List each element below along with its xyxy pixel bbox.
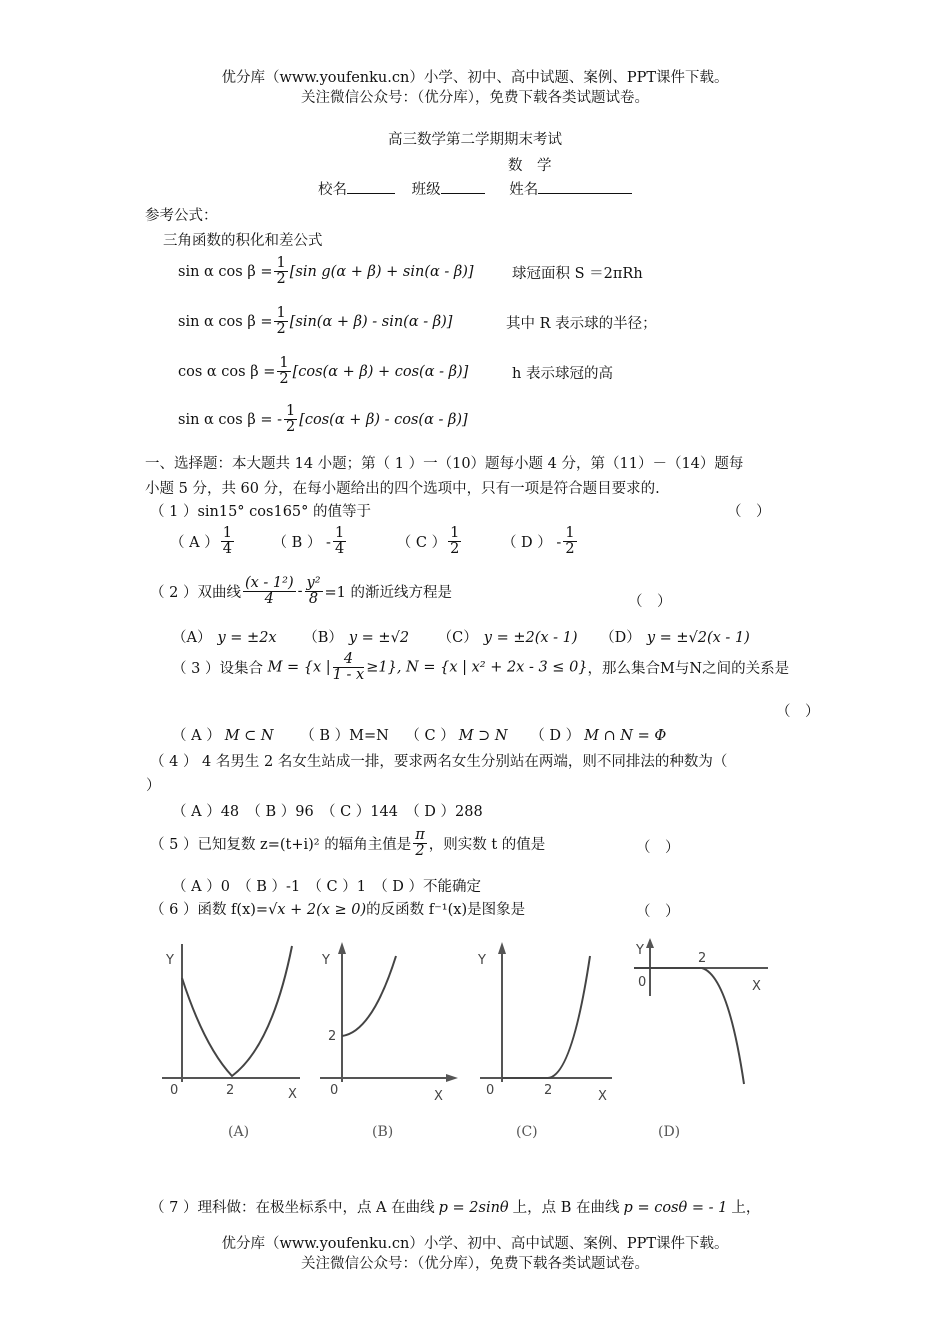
graph-a-y-label: Y <box>166 953 174 968</box>
name-label: 姓名 <box>509 182 539 198</box>
graph-b-y-label: Y <box>322 953 330 968</box>
class-blank[interactable] <box>441 193 485 194</box>
graph-b-mark: 2 <box>328 1029 337 1044</box>
q4-stem-line-1: （ 4 ） 4 名男生 2 名女生站成一排，要求两名女生分别站在两端，则不同排法的种数为（ <box>150 754 728 770</box>
formula-2-right: [sin(α + β) - sin(α - β)] <box>289 313 453 330</box>
section-1-line-2: 小题 5 分，共 60 分，在每小题给出的四个选项中，只有一项是符合题目要求的. <box>145 481 660 497</box>
graph-b[interactable] <box>312 936 462 1146</box>
q7-stem: （ 7 ）理科做：在极坐标系中，点 A 在曲线 p = 2sinθ 上，点 B 在曲线 p = cosθ = - 1 上， <box>150 1200 761 1216</box>
q2-option-c[interactable]: （C） <box>437 630 478 646</box>
q2-option-b[interactable]: （B） <box>303 630 343 646</box>
footer-line-2: 关注微信公众号：（优分库），免费下载各类试题试卷。 <box>301 1256 649 1272</box>
formula-4-right: [cos(α + β) - cos(α - β)] <box>299 411 468 428</box>
q3-answer-paren[interactable]: （ ） <box>776 704 820 720</box>
formula-1-left: sin α cos β = <box>178 263 273 280</box>
half-fraction: $\frac{1}{2}$ <box>279 355 289 388</box>
formula-1-right: [sin g(α + β) + sin(α - β)] <box>289 263 474 280</box>
graph-a-origin: 0 <box>170 1083 179 1098</box>
formula-3 <box>178 356 468 387</box>
graph-a-mark: 2 <box>226 1083 235 1098</box>
name-blank[interactable] <box>538 193 632 194</box>
header-line-2: 关注微信公众号：（优分库），免费下载各类试题试卷。 <box>301 90 649 106</box>
graph-d-caption: (D) <box>658 1124 681 1140</box>
graph-c-x-label: X <box>598 1089 607 1104</box>
q6-answer-paren[interactable]: （ ） <box>636 904 680 920</box>
q3-option-b[interactable]: （ B ）M=N <box>300 728 389 744</box>
q1-option-a[interactable]: （ A ） <box>170 535 219 552</box>
graph-d-x-label: X <box>752 979 761 994</box>
q4-stem-line-2[interactable]: ） <box>146 778 161 794</box>
graph-d-mark: 2 <box>698 951 707 966</box>
graph-b-origin: 0 <box>330 1083 339 1098</box>
graph-c[interactable] <box>472 936 622 1146</box>
q3-options: （ A ） M ⊂ N （ B ）M=N （ C ） M ⊃ N （ D ） M ∩ N = Φ <box>172 728 667 744</box>
q2-option-d[interactable]: （D） <box>600 630 641 646</box>
q3-option-a[interactable]: （ A ） <box>172 728 221 744</box>
footer-line-1: 优分库（www.youfenku.cn）小学、初中、高中试题、案例、PPT课件下载。 <box>221 1236 729 1252</box>
height-note: h 表示球冠的高 <box>512 366 613 382</box>
half-fraction: $\frac{1}{2}$ <box>285 403 296 436</box>
q5-answer-paren[interactable]: （ ） <box>636 840 680 856</box>
q2-option-a[interactable]: （A） <box>172 630 212 646</box>
graph-c-origin: 0 <box>486 1083 495 1098</box>
formula-3-right: [cos(α + β) + cos(α - β)] <box>292 363 469 380</box>
graph-d[interactable] <box>628 936 778 1146</box>
q3-option-d[interactable]: （ D ） <box>530 728 581 744</box>
formula-4-left: sin α cos β = - <box>178 411 282 428</box>
q1-option-d[interactable]: （ D ） - <box>501 535 562 552</box>
exam-title: 高三数学第二学期期末考试 <box>388 132 562 148</box>
graph-a[interactable] <box>152 936 312 1146</box>
q6-stem: （ 6 ）函数 f(x)=√x + 2(x ≥ 0)的反函数 f⁻¹(x)是图象是 <box>150 902 526 918</box>
q3-stem: （ 3 ）设集合 M = {x | $\frac{4}{1 - x}$ ≥1}, N = {x | x² + 2x - 3 ≤ 0}，那么集合M与N之间的关系是 <box>172 651 790 684</box>
exam-subject: 数 学 <box>508 158 552 174</box>
graph-c-caption: (C) <box>516 1124 538 1140</box>
header-line-1: 优分库（www.youfenku.cn）小学、初中、高中试题、案例、PPT课件下载。 <box>221 70 729 86</box>
graph-d-origin: 0 <box>638 975 647 990</box>
formula-heading: 参考公式： <box>145 208 218 224</box>
section-1-line-1: 一、选择题：本大题共 14 小题；第（ 1 ）一（10）题每小题 4 分，第（11）－（14）题每 <box>145 456 744 472</box>
school-blank[interactable] <box>347 193 395 194</box>
q1-answer-paren[interactable]: （ ） <box>727 504 771 520</box>
info-line <box>318 178 632 199</box>
half-fraction: $\frac{1}{2}$ <box>276 305 286 338</box>
q2-options: （A） y = ±2x （B） y = ±√2 （C） y = ±2(x - 1) （D） y = ±√2(x - 1) <box>172 630 750 646</box>
formula-subheading: 三角函数的积化和差公式 <box>163 233 323 249</box>
graph-a-caption: (A) <box>228 1124 250 1140</box>
q1-option-b[interactable]: （ B ） - <box>272 535 331 552</box>
graph-c-y-label: Y <box>478 953 486 968</box>
formula-4 <box>178 404 468 435</box>
formula-3-left: cos α cos β = <box>178 363 276 380</box>
q4-options[interactable]: （ A ）48 （ B ）96 （ C ）144 （ D ）288 <box>172 804 483 820</box>
q5-stem: （ 5 ）已知复数 z=(t+i)² 的辐角主值是 $\frac{\pi}{2}$ ，则实数 t 的值是 <box>150 827 546 860</box>
graph-c-mark: 2 <box>544 1083 553 1098</box>
sphere-cap-note: 球冠面积 S ＝2πRh <box>512 266 643 282</box>
graph-d-y-label: Y <box>636 943 644 958</box>
formula-2-left: sin α cos β = <box>178 313 273 330</box>
radius-note: 其中 R 表示球的半径； <box>506 316 657 332</box>
formula-1 <box>178 256 474 287</box>
graph-b-x-label: X <box>434 1089 443 1104</box>
q1-options: （ A ） $\frac{1}{4}$ （ B ） - $\frac{1}{4}$ （ C ） $\frac{1}{2}$ （ D ） - $\frac{1}{2}$ <box>170 525 575 558</box>
q3-option-c[interactable]: （ C ） <box>405 728 455 744</box>
school-label: 校名 <box>318 182 347 198</box>
graph-b-caption: (B) <box>372 1124 394 1140</box>
q1-stem: （ 1 ）sin15° cos165° 的值等于 <box>150 504 371 520</box>
q2-answer-paren[interactable]: （ ） <box>628 594 672 610</box>
formula-2 <box>178 306 452 337</box>
graph-a-x-label: X <box>288 1087 297 1102</box>
class-label: 班级 <box>411 182 441 198</box>
half-fraction: $\frac{1}{2}$ <box>276 255 286 288</box>
q5-options[interactable]: （ A ）0 （ B ）-1 （ C ）1 （ D ）不能确定 <box>172 879 482 895</box>
q2-stem: （ 2 ）双曲线 $\frac{\text{(x - 1²)}}{4}$ - $\frac{\text{y²}}{8}$ =1 的渐近线方程是 <box>150 575 453 608</box>
q1-option-c[interactable]: （ C ） <box>396 535 447 552</box>
